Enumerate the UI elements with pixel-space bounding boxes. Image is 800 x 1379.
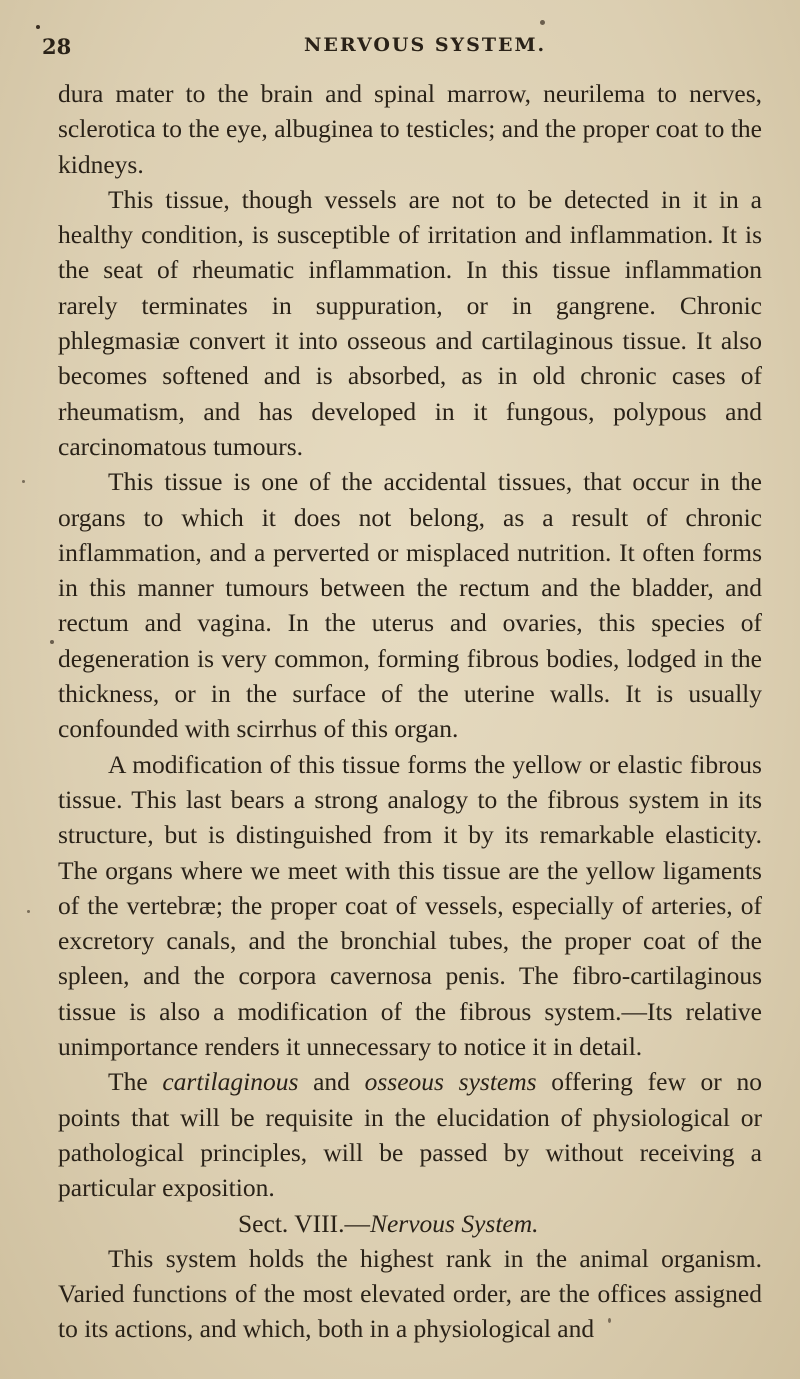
paragraph-continuation: dura mater to the brain and spinal marrow, neurilema to nerves, sclerotica to the eye, albuginea to testicles; and the proper coat to the kidneys. (58, 79, 762, 179)
paragraph-accidental-tissue: This tissue is one of the accidental tissues, that occur in the organs to which it does not belong, as a result of chronic inflammation, and a perverted or misplaced nutrition. It often forms in this manner tumours between the rectum and the bladder, and rectum and vagina. In the uterus and ovaries, this species of degeneration is very common, forming fibrous bodies, lodged in the thickness, or in the surface of the uterine walls. It is usually confounded with scirrhus of this organ. (58, 467, 762, 744)
paragraph-cartilaginous-osseous (58, 1064, 762, 1205)
paragraph-elastic-tissue: A modification of this tissue forms the yellow or elastic fibrous tissue. This last bears a strong analogy to the fibrous system in its structure, but is distinguished from it by its remarkable elasticity. The organs where we meet with this tissue are the yellow ligaments of the vertebræ; the proper coat of vessels, especially of arteries, of excretory canals, and the bronchial tubes, the proper coat of the spleen, and the corpora cavernosa penis. The fibro-cartilaginous tissue is also a modification of the fibrous system.—Its relative unimportance renders it unnecessary to notice it in detail. (58, 749, 762, 1062)
section-heading (58, 1206, 762, 1241)
italic-term: osseous systems (364, 1067, 537, 1097)
text-fragment: offering few or no points that will be requisite in the elucidation of physiological or pathological principles, will be passed by without receiving a particular exposition. (58, 1067, 763, 1203)
text-fragment: The (108, 1067, 163, 1097)
page-number: 28 (42, 34, 72, 59)
paper-speck (27, 910, 30, 913)
paper-speck (608, 1318, 611, 1323)
running-title: NERVOUS SYSTEM. (304, 34, 547, 56)
section-label: Sect. VIII.— (238, 1208, 370, 1238)
italic-term: cartilaginous (162, 1067, 299, 1097)
paper-speck (50, 640, 54, 644)
paragraph-inflammation: This tissue, though vessels are not to be detected in it in a healthy condition, is susceptible of irritation and inflammation. It is the seat of rheumatic inflammation. In this tissue inflammation rarely terminates in suppuration, or in gangrene. Chronic phlegmasiæ convert it into osseous and cartilaginous tissue. It also becomes softened and is absorbed, as in old chronic cases of rheumatism, and has developed in it fungous, polypous and carcinomatous tumours. (58, 184, 762, 461)
text-fragment: and (298, 1067, 365, 1097)
text-body (58, 76, 762, 1347)
paper-speck (22, 480, 25, 483)
paragraph-nervous-system: This system holds the highest rank in the animal organism. Varied functions of the most elevated order, are the offices assigned to its actions, and which, both in a physiological and (58, 1243, 762, 1344)
running-head (42, 34, 762, 64)
section-title: Nervous System. (369, 1208, 539, 1238)
paper-speck (36, 25, 40, 29)
paper-speck (540, 20, 545, 25)
